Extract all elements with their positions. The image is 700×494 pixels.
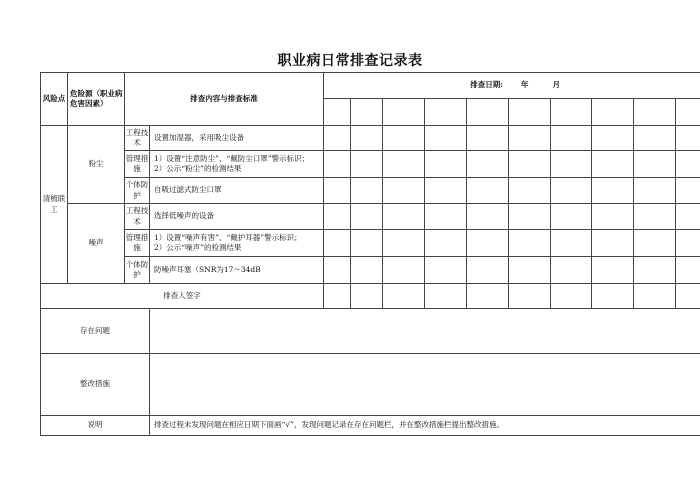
measure-category bbox=[125, 151, 150, 178]
check-cell[interactable] bbox=[324, 230, 351, 257]
measure-category-text: 管理措施 bbox=[125, 232, 149, 252]
date-cell[interactable] bbox=[351, 99, 383, 126]
risk-point-value: 清梳联工 bbox=[42, 194, 66, 214]
check-cell[interactable] bbox=[551, 126, 592, 151]
measure-category bbox=[125, 126, 150, 151]
check-cell[interactable] bbox=[324, 178, 351, 204]
date-cell[interactable] bbox=[634, 99, 676, 126]
check-cell[interactable] bbox=[324, 204, 351, 230]
check-cell[interactable] bbox=[592, 204, 634, 230]
check-cell[interactable] bbox=[509, 230, 551, 257]
check-cell[interactable] bbox=[467, 178, 509, 204]
check-cell[interactable] bbox=[467, 257, 509, 284]
note-text-cell bbox=[150, 416, 700, 436]
check-cell[interactable] bbox=[351, 178, 383, 204]
check-cell[interactable] bbox=[383, 257, 425, 284]
check-cell[interactable] bbox=[351, 126, 383, 151]
check-date-label: 排查日期: bbox=[470, 80, 504, 90]
measure-category-text: 个体防护 bbox=[125, 259, 149, 279]
date-cell[interactable] bbox=[324, 99, 351, 126]
check-cell[interactable] bbox=[676, 178, 700, 204]
check-cell[interactable] bbox=[634, 230, 676, 257]
form-title: 职业病日常排查记录表 bbox=[277, 53, 423, 69]
date-cell[interactable] bbox=[425, 99, 467, 126]
check-cell[interactable] bbox=[551, 151, 592, 178]
hazard-noise-label: 噪声 bbox=[88, 238, 104, 248]
check-cell[interactable] bbox=[383, 151, 425, 178]
date-cell[interactable] bbox=[383, 99, 425, 126]
check-cell[interactable] bbox=[509, 204, 551, 230]
measure-content bbox=[150, 126, 324, 151]
check-cell[interactable] bbox=[425, 204, 467, 230]
measure-content-line: 1）设置“噪声有害”、“戴护耳器”警示标识； bbox=[154, 232, 302, 242]
signature-cell[interactable] bbox=[634, 284, 676, 309]
date-cell[interactable] bbox=[509, 99, 551, 126]
check-cell[interactable] bbox=[467, 151, 509, 178]
date-cell[interactable] bbox=[467, 99, 509, 126]
month-label: 月 bbox=[552, 80, 561, 90]
check-cell[interactable] bbox=[324, 151, 351, 178]
date-cell[interactable] bbox=[676, 99, 700, 126]
check-cell[interactable] bbox=[676, 151, 700, 178]
measure-content bbox=[150, 178, 324, 204]
year-label: 年 bbox=[520, 80, 529, 90]
measure-content-line: 防噪声耳塞（SNR为17～34dB bbox=[154, 264, 261, 274]
note-label bbox=[41, 416, 150, 436]
date-cell[interactable] bbox=[592, 99, 634, 126]
check-cell[interactable] bbox=[351, 230, 383, 257]
check-cell[interactable] bbox=[425, 151, 467, 178]
signature-cell[interactable] bbox=[425, 284, 467, 309]
measure-content bbox=[150, 151, 324, 178]
check-cell[interactable] bbox=[324, 126, 351, 151]
check-cell[interactable] bbox=[634, 204, 676, 230]
check-cell[interactable] bbox=[592, 257, 634, 284]
hazard-noise bbox=[68, 204, 125, 284]
header-check-date bbox=[324, 73, 700, 99]
signature-cell[interactable] bbox=[676, 284, 700, 309]
measure-category bbox=[125, 230, 150, 257]
measure-category bbox=[125, 257, 150, 284]
date-cell[interactable] bbox=[551, 99, 592, 126]
risk-point-cell bbox=[41, 126, 68, 284]
check-cell[interactable] bbox=[324, 257, 351, 284]
check-cell[interactable] bbox=[467, 230, 509, 257]
check-cell[interactable] bbox=[467, 126, 509, 151]
check-cell[interactable] bbox=[383, 230, 425, 257]
check-cell[interactable] bbox=[676, 126, 700, 151]
issues-label bbox=[41, 309, 150, 354]
inspection-record-table bbox=[40, 72, 700, 436]
measure-content bbox=[150, 204, 324, 230]
check-cell[interactable] bbox=[551, 204, 592, 230]
measure-content-line: 自吸过滤式防尘口罩 bbox=[154, 185, 222, 195]
note-text: 排查过程未发现问题在相应日期下面画“√”，发现问题记录在存在问题栏，并在整改措施栏提出整改措施。 bbox=[154, 420, 504, 430]
header-risk-point-text: 风险点 bbox=[42, 93, 66, 103]
signature-cell[interactable] bbox=[324, 284, 351, 309]
check-cell[interactable] bbox=[425, 126, 467, 151]
measure-content-line: 2）公示“粉尘”的检测结果 bbox=[154, 164, 242, 173]
check-cell[interactable] bbox=[383, 204, 425, 230]
check-cell[interactable] bbox=[383, 178, 425, 204]
check-cell[interactable] bbox=[634, 126, 676, 151]
measure-content-line: 设置加湿器，采用吸尘设备 bbox=[154, 132, 244, 142]
hazard-dust-label: 粉尘 bbox=[88, 159, 104, 169]
header-hazard-source-text: 危险源（职业病危害因素） bbox=[70, 88, 123, 108]
header-check-content bbox=[125, 73, 324, 126]
measure-category bbox=[125, 178, 150, 204]
signature-cell[interactable] bbox=[467, 284, 509, 309]
hazard-dust bbox=[68, 126, 125, 204]
measure-content-line: 1）设置“注意防尘”、“戴防尘口罩”警示标识； bbox=[154, 153, 310, 163]
check-cell[interactable] bbox=[676, 204, 700, 230]
issues-label-text: 存在问题 bbox=[80, 325, 110, 335]
measure-content bbox=[150, 230, 324, 257]
check-cell[interactable] bbox=[676, 230, 700, 257]
check-cell[interactable] bbox=[425, 178, 467, 204]
check-cell[interactable] bbox=[551, 230, 592, 257]
check-cell[interactable] bbox=[509, 151, 551, 178]
check-cell[interactable] bbox=[509, 178, 551, 204]
check-cell[interactable] bbox=[551, 178, 592, 204]
header-hazard-source bbox=[68, 73, 125, 126]
measure-content bbox=[150, 257, 324, 284]
check-cell[interactable] bbox=[592, 151, 634, 178]
header-risk-point bbox=[41, 73, 68, 126]
rectification-field[interactable] bbox=[150, 354, 700, 416]
signature-cell[interactable] bbox=[351, 284, 383, 309]
signature-cell[interactable] bbox=[509, 284, 551, 309]
signature-cell[interactable] bbox=[383, 284, 425, 309]
check-cell[interactable] bbox=[509, 126, 551, 151]
check-cell[interactable] bbox=[425, 230, 467, 257]
check-cell[interactable] bbox=[634, 151, 676, 178]
header-check-content-text: 排查内容与排查标准 bbox=[190, 93, 258, 103]
check-cell[interactable] bbox=[592, 178, 634, 204]
check-cell[interactable] bbox=[467, 204, 509, 230]
inspector-sign-label bbox=[41, 284, 324, 309]
measure-content-line: 选择低噪声的设备 bbox=[154, 211, 214, 221]
signature-cell[interactable] bbox=[592, 284, 634, 309]
check-cell[interactable] bbox=[634, 178, 676, 204]
check-cell[interactable] bbox=[383, 126, 425, 151]
measure-category-text: 工程技术 bbox=[125, 127, 149, 147]
check-cell[interactable] bbox=[551, 257, 592, 284]
check-cell[interactable] bbox=[676, 257, 700, 284]
note-label-text: 说明 bbox=[87, 420, 103, 430]
signature-cell[interactable] bbox=[551, 284, 592, 309]
issues-field[interactable] bbox=[150, 309, 700, 354]
measure-category-text: 工程技术 bbox=[125, 206, 149, 226]
rectification-label bbox=[41, 354, 150, 416]
measure-category-text: 个体防护 bbox=[125, 180, 149, 200]
check-cell[interactable] bbox=[509, 257, 551, 284]
measure-content-line: 2）公示“噪声”的检测结果 bbox=[154, 243, 242, 252]
check-cell[interactable] bbox=[592, 230, 634, 257]
measure-category-text: 管理措施 bbox=[125, 153, 149, 173]
measure-category bbox=[125, 204, 150, 230]
check-cell[interactable] bbox=[351, 204, 383, 230]
check-cell[interactable] bbox=[425, 257, 467, 284]
check-cell[interactable] bbox=[351, 151, 383, 178]
check-cell[interactable] bbox=[592, 126, 634, 151]
inspector-sign-text: 排查人签字 bbox=[163, 290, 201, 300]
check-cell[interactable] bbox=[634, 257, 676, 284]
rectification-label-text: 整改措施 bbox=[80, 379, 110, 389]
check-cell[interactable] bbox=[351, 257, 383, 284]
